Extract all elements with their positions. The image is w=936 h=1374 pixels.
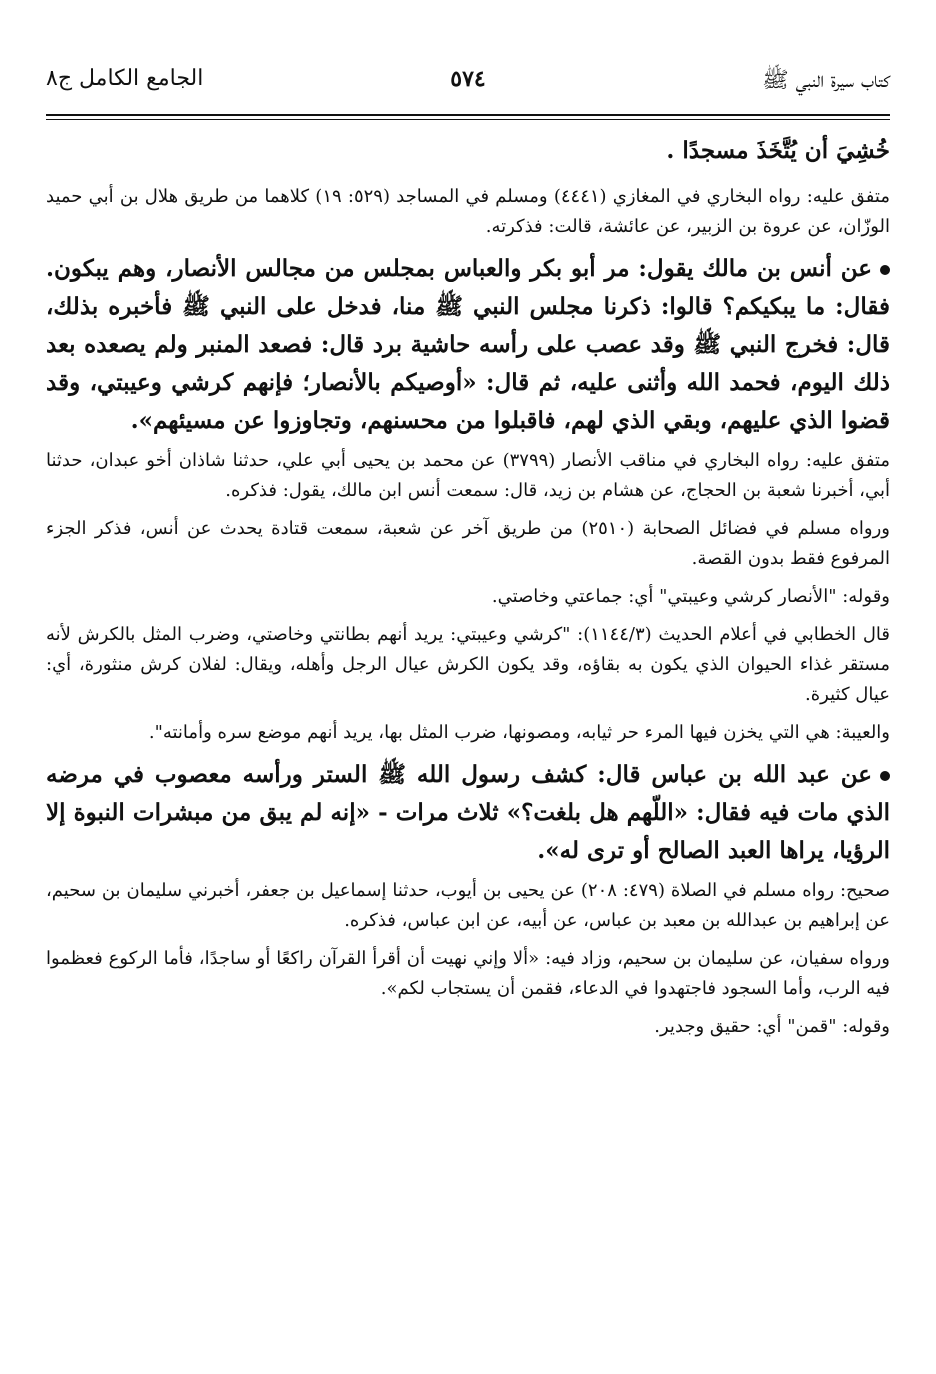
takhrij-note	[46, 876, 890, 936]
commentary-text: والعيبة: هي التي يخزن فيها المرء حر ثيابه، ومصونها، ضرب المثل بها، يريد أنهم موضع سره وأمانته".	[148, 722, 890, 743]
commentary-text: قال الخطابي في أعلام الحديث (١١٤٤/٣): "كرشي وعيبتي: يريد أنهم بطانتي وخاصتي، وضرب المثل بالكرش لأنه مستقر غذاء الحيوان الذي يكون به بقاؤه، وقد يكون الكرش عيال الرجل وأهله، ويقال: لفلان كرش منثورة، أي: عيال كثيرة.	[46, 624, 890, 705]
hadith-text-content: خُشِيَ أن يُتَّخَذَ مسجدًا .	[666, 137, 890, 164]
header-volume-title: الجامع الكامل ج٨	[46, 66, 204, 91]
hadith-text	[46, 756, 890, 870]
takhrij-text: صحيح: رواه مسلم في الصلاة (٤٧٩: ٢٠٨) عن يحيى بن أيوب، حدثنا إسماعيل بن جعفر، أخبرني سليمان بن سحيم، عن إبراهيم بن عبدالله بن معبد بن عباس، عن أبيه، عن ابن عباس، فذكره.	[46, 880, 890, 931]
bullet-icon	[880, 265, 890, 275]
page-number: ٥٧٤	[450, 66, 486, 92]
header-rule	[46, 114, 890, 116]
commentary-text: وقوله: "قمن" أي: حقيق وجدير.	[654, 1016, 890, 1037]
takhrij-note	[46, 446, 890, 506]
page-header	[46, 60, 890, 100]
hadith-text-content: عن عبد الله بن عباس قال: كشف رسول الله ﷺ الستر ورأسه معصوب في مرضه الذي مات فيه فقال: «اللّهم هل بلغت؟» ثلاث مرات - «إنه لم يبق من مبشرات النبوة إلا الرؤيا، يراها العبد الصالح أو ترى له».	[46, 761, 890, 864]
commentary-text: وقوله: "الأنصار كرشي وعيبتي" أي: جماعتي وخاصتي.	[491, 586, 890, 607]
takhrij-text: متفق عليه: رواه البخاري في مناقب الأنصار (٣٧٩٩) عن محمد بن يحيى أبي علي، حدثنا شاذان أخو عبدان، حدثنا أبي، أخبرنا شعبة بن الحجاج، عن هشام بن زيد، قال: سمعت أنس ابن مالك، يقول: فذكره.	[46, 450, 890, 501]
commentary-note	[46, 1012, 890, 1042]
commentary-note	[46, 620, 890, 710]
hadith-text-content: عن أنس بن مالك يقول: مر أبو بكر والعباس بمجلس من مجالس الأنصار، وهم يبكون. فقال: ما يبكيكم؟ قالوا: ذكرنا مجلس النبي ﷺ منا، فدخل على النبي ﷺ فأخبره بذلك، قال: فخرج النبي ﷺ وقد عصب على رأسه حاشية برد قال: فصعد المنبر ولم يصعده بعد ذلك اليوم، فحمد الله وأثنى عليه، ثم قال: «أوصيكم بالأنصار؛ فإنهم كرشي وعيبتي، وقد قضوا الذي عليهم، وبقي الذي لهم، فاقبلوا من محسنهم، وتجاوزوا عن مسيئهم».	[46, 255, 890, 434]
commentary-note	[46, 582, 890, 612]
takhrij-text: متفق عليه: رواه البخاري في المغازي (٤٤٤١) ومسلم في المساجد (٥٢٩: ١٩) كلاهما من طريق هلال بن أبي حميد الوزّان، عن عروة بن الزبير، عن عائشة، قالت: فذكرته.	[46, 186, 890, 237]
hadith-text	[46, 132, 890, 170]
commentary-note	[46, 718, 890, 748]
header-book-title: كتاب سيرة النبي ﷺ	[762, 68, 890, 93]
page-body	[46, 132, 890, 1050]
header-rule-thin	[46, 119, 890, 120]
takhrij-text: ورواه مسلم في فضائل الصحابة (٢٥١٠) من طريق آخر عن شعبة، سمعت قتادة يحدث عن أنس، فذكر الجزء المرفوع فقط بدون القصة.	[46, 518, 890, 569]
takhrij-note	[46, 944, 890, 1004]
hadith-text	[46, 250, 890, 440]
bullet-icon	[880, 771, 890, 781]
takhrij-text: ورواه سفيان، عن سليمان بن سحيم، وزاد فيه: «ألا وإني نهيت أن أقرأ القرآن راكعًا أو ساجدًا، فأما الركوع فعظموا فيه الرب، وأما السجود فاجتهدوا في الدعاء، فقمن أن يستجاب لكم».	[46, 948, 890, 999]
takhrij-note	[46, 514, 890, 574]
takhrij-note	[46, 182, 890, 242]
